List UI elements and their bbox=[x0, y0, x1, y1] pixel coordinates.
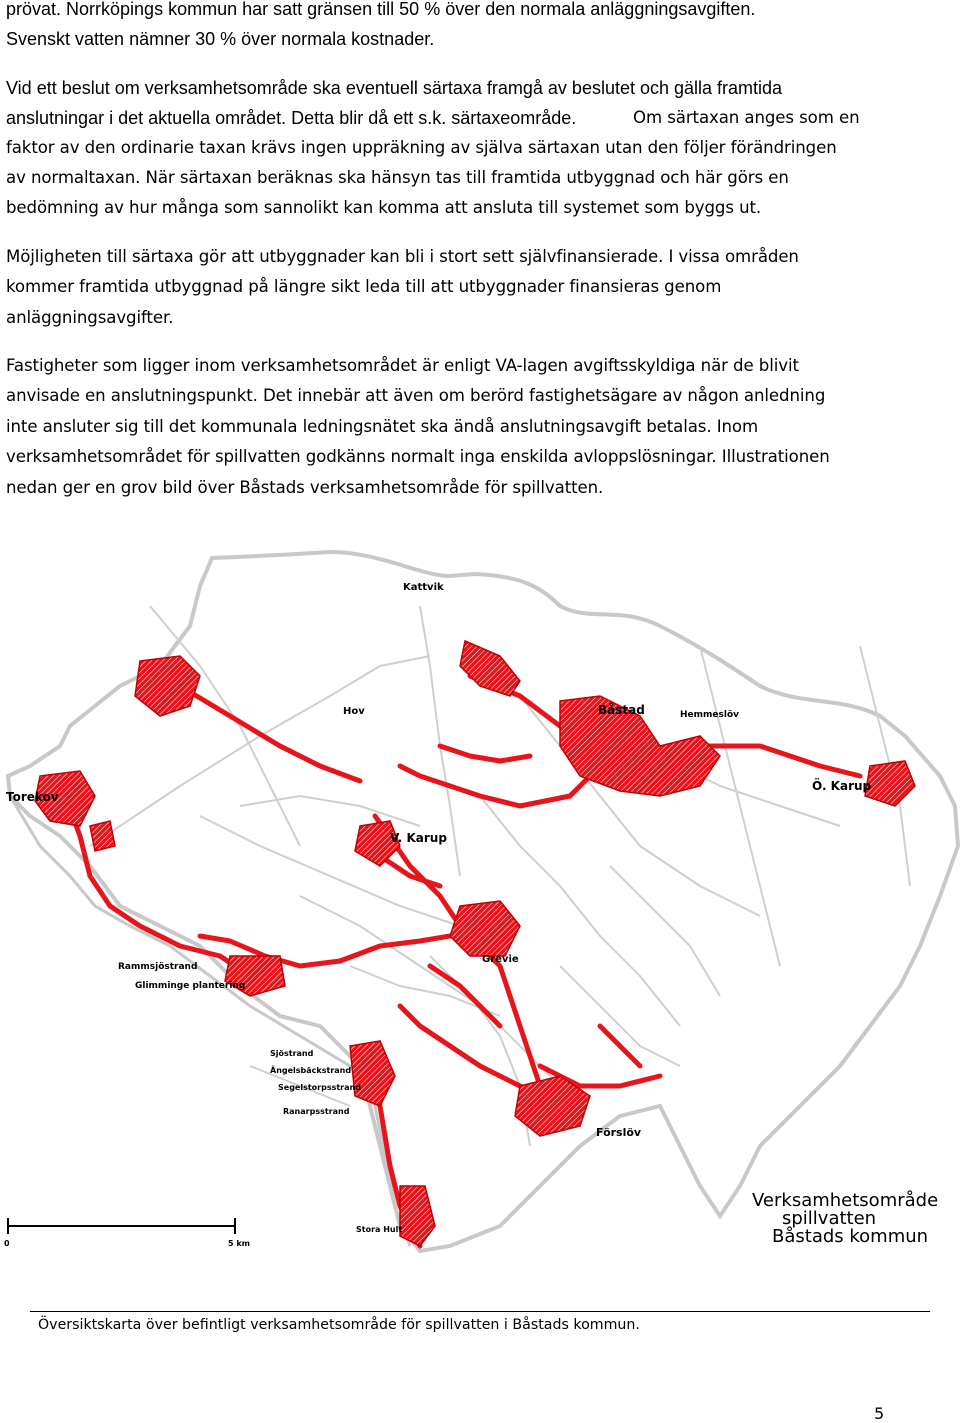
area-kattvik bbox=[460, 641, 520, 696]
label-forelov: Förslöv bbox=[596, 1126, 642, 1139]
text-line: verksamhetsområdet för spillvatten godkänns normalt inga enskilda avloppslösningar. Illustrationen bbox=[6, 447, 830, 466]
area-hov bbox=[135, 656, 200, 716]
area-sjostrand bbox=[350, 1041, 395, 1106]
text-line: anslutningar i det aktuella området. Detta blir då ett s.k. särtaxeområde. bbox=[6, 108, 577, 128]
text-line: inte ansluter sig till det kommunala ledningsnätet ska ändå anslutningsavgift betalas. Inom bbox=[6, 417, 759, 436]
text-line: bedömning av hur många som sannolikt kan komma att ansluta till systemet som byggs ut. bbox=[6, 198, 762, 217]
text-line: Om särtaxan anges som en bbox=[633, 108, 860, 127]
area-small-1 bbox=[90, 821, 115, 851]
label-torekov: Torekov bbox=[6, 790, 59, 804]
area-okarup bbox=[865, 761, 915, 806]
text-line: anvisade en anslutningspunkt. Det innebär att även om berörd fastighetsägare av någon anledning bbox=[6, 386, 826, 405]
text-line: Vid ett beslut om verksamhetsområde ska eventuell särtaxa framgå av beslutet och gälla framtida bbox=[6, 78, 783, 98]
text-line: Fastigheter som ligger inom verksamhetsområdet är enligt VA-lagen avgiftsskyldiga när de blivit bbox=[6, 356, 799, 375]
scale-bar bbox=[4, 1218, 250, 1248]
text-line: Möjligheten till särtaxa gör att utbyggnader kan bli i stort sett självfinansierade. I vissa områden bbox=[6, 247, 799, 266]
label-angelsback: Ängelsbäckstrand bbox=[270, 1066, 352, 1075]
label-grevie: Grevie bbox=[482, 954, 519, 965]
text-line: Svenskt vatten nämner 30 % över normala kostnader. bbox=[6, 29, 435, 49]
label-ranarpstrand: Ranarpsstrand bbox=[283, 1107, 350, 1116]
label-sjostrand: Sjöstrand bbox=[270, 1049, 314, 1058]
service-area-map bbox=[0, 546, 960, 1256]
label-hemmeslov: Hemmeslöv bbox=[680, 710, 739, 720]
label-vkarup: V. Karup bbox=[390, 831, 447, 845]
label-segelstorp: Segelstorpsstrand bbox=[278, 1083, 361, 1092]
scale-zero: 0 bbox=[4, 1239, 10, 1248]
label-kattvik: Kattvik bbox=[403, 582, 444, 593]
label-bastad: Båstad bbox=[598, 703, 645, 717]
label-storahult: Stora Hult bbox=[356, 1225, 403, 1234]
legend-line-2: spillvatten bbox=[782, 1208, 877, 1229]
area-storahult bbox=[400, 1186, 435, 1246]
coast-inner bbox=[10, 796, 410, 1246]
area-grevie bbox=[450, 901, 520, 956]
text-line: av normaltaxan. När särtaxan beräknas ska hänsyn tas till framtida utbyggnad och här görs en bbox=[6, 168, 789, 187]
label-hov: Hov bbox=[343, 706, 365, 717]
service-pipelines bbox=[65, 676, 860, 1246]
text-line: faktor av den ordinarie taxan krävs ingen uppräkning av själva särtaxan utan den följer förändringen bbox=[6, 138, 837, 157]
caption-divider bbox=[30, 1311, 930, 1312]
scale-end: 5 km bbox=[228, 1239, 251, 1248]
text-line: kommer framtida utbyggnad på längre sikt leda till att utbyggnader finansieras genom bbox=[6, 277, 722, 296]
legend-line-3: Båstads kommun bbox=[772, 1226, 929, 1247]
map-caption: Översiktskarta över befintligt verksamhetsområde för spillvatten i Båstads kommun. bbox=[38, 1317, 640, 1333]
label-glimminge: Glimminge plantering bbox=[135, 981, 246, 991]
legend-line-1: Verksamhetsområde bbox=[752, 1190, 939, 1211]
text-line: nedan ger en grov bild över Båstads verksamhetsområde för spillvatten. bbox=[6, 478, 604, 497]
page-number: 5 bbox=[874, 1404, 885, 1423]
label-okarup: Ö. Karup bbox=[812, 779, 872, 793]
text-line: anläggningsavgifter. bbox=[6, 308, 174, 327]
label-rammsjostrand: Rammsjöstrand bbox=[118, 962, 198, 972]
text-line: prövat. Norrköpings kommun har satt gränsen till 50 % över den normala anläggningsavgiften. bbox=[6, 0, 756, 19]
map-legend bbox=[752, 1190, 938, 1247]
